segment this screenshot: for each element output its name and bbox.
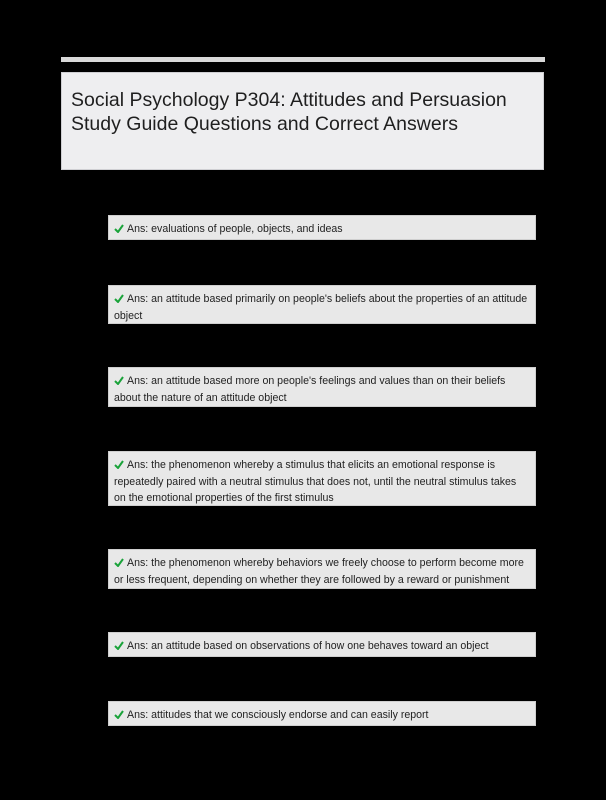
- page-title: Social Psychology P304: Attitudes and Persuasion Study Guide Questions and Correct Answers: [71, 89, 507, 135]
- answer-box-3: [108, 367, 536, 407]
- check-icon: [114, 294, 124, 303]
- answer-text: Ans: the phenomenon whereby behaviors we freely choose to perform become more or less frequent, depending on whether they are followed by a reward or punishment: [114, 557, 524, 586]
- check-icon: [114, 376, 124, 385]
- check-icon: [114, 224, 124, 233]
- answer-box-5: [108, 549, 536, 589]
- answer-box-6: [108, 632, 536, 657]
- answer-box-2: [108, 285, 536, 324]
- answer-text: Ans: evaluations of people, objects, and ideas: [127, 223, 343, 235]
- check-icon: [114, 460, 124, 469]
- answer-text: Ans: the phenomenon whereby a stimulus that elicits an emotional response is repeatedly paired with a neutral stimulus that does not, until the neutral stimulus takes on the emotional properties of the first stimulus: [114, 459, 517, 504]
- check-icon: [114, 558, 124, 567]
- answer-text: Ans: an attitude based primarily on people's beliefs about the properties of an attitude object: [114, 293, 528, 322]
- check-icon: [114, 641, 124, 650]
- check-icon: [114, 710, 124, 719]
- top-divider: [61, 57, 545, 62]
- answer-text: Ans: an attitude based more on people's feelings and values than on their beliefs about the nature of an attitude object: [114, 375, 506, 404]
- answer-text: Ans: attitudes that we consciously endorse and can easily report: [127, 709, 429, 721]
- answer-box-1: [108, 215, 536, 240]
- answer-box-7: [108, 701, 536, 726]
- answer-text: Ans: an attitude based on observations of how one behaves toward an object: [127, 640, 489, 652]
- answer-box-4: [108, 451, 536, 506]
- title-card: [61, 72, 544, 170]
